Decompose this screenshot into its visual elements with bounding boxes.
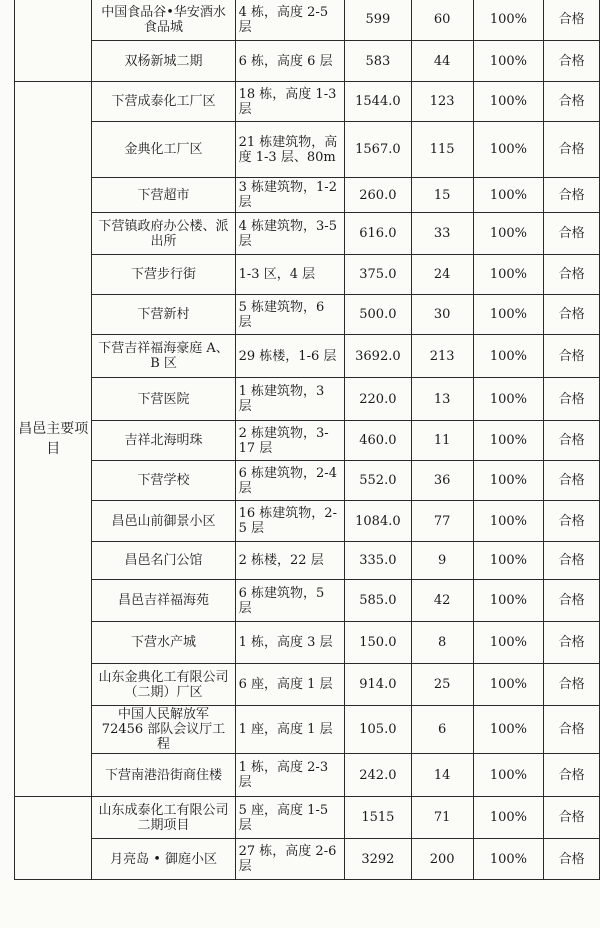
category-cell	[15, 797, 92, 880]
count-cell: 115	[411, 122, 473, 178]
result-cell: 合格	[544, 378, 600, 421]
building-desc-cell: 4 栋建筑物，3-5 层	[235, 213, 344, 255]
area-cell: 3292	[344, 839, 411, 880]
project-name-cell: 昌邑山前御景小区	[92, 501, 235, 542]
building-desc-cell: 21 栋建筑物，高度 1-3 层、80m	[235, 122, 344, 178]
building-desc-cell: 1 栋，高度 2-3 层	[235, 754, 344, 797]
rate-cell: 100%	[473, 255, 544, 295]
table-row	[15, 122, 600, 178]
result-cell: 合格	[544, 0, 600, 41]
building-desc-cell: 6 栋，高度 6 层	[235, 41, 344, 82]
table-row	[15, 82, 600, 122]
count-cell: 36	[411, 461, 473, 501]
table-row	[15, 378, 600, 421]
table-row	[15, 754, 600, 797]
building-desc-cell: 6 座，高度 1 层	[235, 664, 344, 706]
count-cell: 6	[411, 706, 473, 754]
count-cell: 14	[411, 754, 473, 797]
area-cell: 242.0	[344, 754, 411, 797]
table-row	[15, 706, 600, 754]
project-name-cell: 下营新村	[92, 295, 235, 335]
building-desc-cell: 18 栋，高度 1-3 层	[235, 82, 344, 122]
project-name-cell: 下营医院	[92, 378, 235, 421]
table-row	[15, 178, 600, 213]
result-cell: 合格	[544, 542, 600, 580]
area-cell: 1544.0	[344, 82, 411, 122]
area-cell: 585.0	[344, 580, 411, 622]
count-cell: 123	[411, 82, 473, 122]
building-desc-cell: 1 座，高度 1 层	[235, 706, 344, 754]
building-desc-cell: 27 栋，高度 2-6 层	[235, 839, 344, 880]
area-cell: 1567.0	[344, 122, 411, 178]
count-cell: 44	[411, 41, 473, 82]
table-row	[15, 542, 600, 580]
result-cell: 合格	[544, 213, 600, 255]
result-cell: 合格	[544, 421, 600, 461]
count-cell: 13	[411, 378, 473, 421]
project-name-cell: 双杨新城二期	[92, 41, 235, 82]
rate-cell: 100%	[473, 335, 544, 378]
category-cell	[15, 0, 92, 82]
count-cell: 42	[411, 580, 473, 622]
count-cell: 33	[411, 213, 473, 255]
count-cell: 8	[411, 622, 473, 664]
table-row	[15, 0, 600, 41]
project-name-cell: 中国人民解放军 72456 部队会议厅工程	[92, 706, 235, 754]
building-desc-cell: 2 栋楼，22 层	[235, 542, 344, 580]
table-row	[15, 622, 600, 664]
result-cell: 合格	[544, 706, 600, 754]
project-name-cell: 山东金典化工有限公司（二期）厂区	[92, 664, 235, 706]
rate-cell: 100%	[473, 754, 544, 797]
rate-cell: 100%	[473, 421, 544, 461]
building-desc-cell: 6 栋建筑物，5 层	[235, 580, 344, 622]
count-cell: 77	[411, 501, 473, 542]
result-cell: 合格	[544, 754, 600, 797]
area-cell: 150.0	[344, 622, 411, 664]
project-name-cell: 中国食品谷•华安酒水食品城	[92, 0, 235, 41]
category-cell: 昌邑主要项目	[15, 82, 92, 797]
building-desc-cell: 5 栋建筑物，6 层	[235, 295, 344, 335]
project-table	[14, 0, 600, 880]
result-cell: 合格	[544, 622, 600, 664]
rate-cell: 100%	[473, 461, 544, 501]
area-cell: 1084.0	[344, 501, 411, 542]
area-cell: 460.0	[344, 421, 411, 461]
building-desc-cell: 2 栋建筑物，3-17 层	[235, 421, 344, 461]
project-name-cell: 吉祥北海明珠	[92, 421, 235, 461]
rate-cell: 100%	[473, 839, 544, 880]
area-cell: 375.0	[344, 255, 411, 295]
count-cell: 60	[411, 0, 473, 41]
result-cell: 合格	[544, 255, 600, 295]
table-row	[15, 580, 600, 622]
result-cell: 合格	[544, 122, 600, 178]
building-desc-cell: 1 栋建筑物，3 层	[235, 378, 344, 421]
result-cell: 合格	[544, 82, 600, 122]
result-cell: 合格	[544, 580, 600, 622]
rate-cell: 100%	[473, 542, 544, 580]
project-name-cell: 下营水产城	[92, 622, 235, 664]
rate-cell: 100%	[473, 213, 544, 255]
building-desc-cell: 1 栋，高度 3 层	[235, 622, 344, 664]
table-row	[15, 421, 600, 461]
result-cell: 合格	[544, 295, 600, 335]
area-cell: 552.0	[344, 461, 411, 501]
result-cell: 合格	[544, 839, 600, 880]
area-cell: 914.0	[344, 664, 411, 706]
result-cell: 合格	[544, 797, 600, 839]
building-desc-cell: 1-3 区，4 层	[235, 255, 344, 295]
rate-cell: 100%	[473, 122, 544, 178]
rate-cell: 100%	[473, 797, 544, 839]
result-cell: 合格	[544, 41, 600, 82]
rate-cell: 100%	[473, 622, 544, 664]
building-desc-cell: 16 栋建筑物，2-5 层	[235, 501, 344, 542]
building-desc-cell: 29 栋楼，1-6 层	[235, 335, 344, 378]
project-name-cell: 昌邑名门公馆	[92, 542, 235, 580]
count-cell: 24	[411, 255, 473, 295]
table-row	[15, 839, 600, 880]
area-cell: 1515	[344, 797, 411, 839]
table-row	[15, 797, 600, 839]
table-row	[15, 461, 600, 501]
count-cell: 200	[411, 839, 473, 880]
result-cell: 合格	[544, 664, 600, 706]
rate-cell: 100%	[473, 295, 544, 335]
rate-cell: 100%	[473, 664, 544, 706]
building-desc-cell: 6 栋建筑物，2-4 层	[235, 461, 344, 501]
project-name-cell: 下营学校	[92, 461, 235, 501]
count-cell: 11	[411, 421, 473, 461]
area-cell: 3692.0	[344, 335, 411, 378]
table-row	[15, 664, 600, 706]
rate-cell: 100%	[473, 580, 544, 622]
project-name-cell: 金典化工厂区	[92, 122, 235, 178]
area-cell: 105.0	[344, 706, 411, 754]
count-cell: 30	[411, 295, 473, 335]
count-cell: 213	[411, 335, 473, 378]
project-name-cell: 下营吉祥福海豪庭 A、B 区	[92, 335, 235, 378]
project-name-cell: 下营步行街	[92, 255, 235, 295]
project-name-cell: 昌邑吉祥福海苑	[92, 580, 235, 622]
area-cell: 500.0	[344, 295, 411, 335]
table-row	[15, 41, 600, 82]
project-name-cell: 月亮岛 • 御庭小区	[92, 839, 235, 880]
area-cell: 616.0	[344, 213, 411, 255]
area-cell: 260.0	[344, 178, 411, 213]
project-name-cell: 山东成泰化工有限公司二期项目	[92, 797, 235, 839]
area-cell: 583	[344, 41, 411, 82]
building-desc-cell: 5 座，高度 1-5 层	[235, 797, 344, 839]
rate-cell: 100%	[473, 41, 544, 82]
project-name-cell: 下营镇政府办公楼、派出所	[92, 213, 235, 255]
project-name-cell: 下营南港沿街商住楼	[92, 754, 235, 797]
building-desc-cell: 3 栋建筑物，1-2 层	[235, 178, 344, 213]
count-cell: 9	[411, 542, 473, 580]
project-name-cell: 下营超市	[92, 178, 235, 213]
table-row	[15, 255, 600, 295]
rate-cell: 100%	[473, 378, 544, 421]
area-cell: 220.0	[344, 378, 411, 421]
table-row	[15, 295, 600, 335]
result-cell: 合格	[544, 335, 600, 378]
rate-cell: 100%	[473, 82, 544, 122]
area-cell: 599	[344, 0, 411, 41]
rate-cell: 100%	[473, 0, 544, 41]
rate-cell: 100%	[473, 706, 544, 754]
result-cell: 合格	[544, 461, 600, 501]
rate-cell: 100%	[473, 501, 544, 542]
count-cell: 25	[411, 664, 473, 706]
area-cell: 335.0	[344, 542, 411, 580]
table-row	[15, 335, 600, 378]
table-row	[15, 213, 600, 255]
result-cell: 合格	[544, 178, 600, 213]
count-cell: 71	[411, 797, 473, 839]
rate-cell: 100%	[473, 178, 544, 213]
count-cell: 15	[411, 178, 473, 213]
project-name-cell: 下营成泰化工厂区	[92, 82, 235, 122]
building-desc-cell: 4 栋，高度 2-5 层	[235, 0, 344, 41]
result-cell: 合格	[544, 501, 600, 542]
table-row	[15, 501, 600, 542]
